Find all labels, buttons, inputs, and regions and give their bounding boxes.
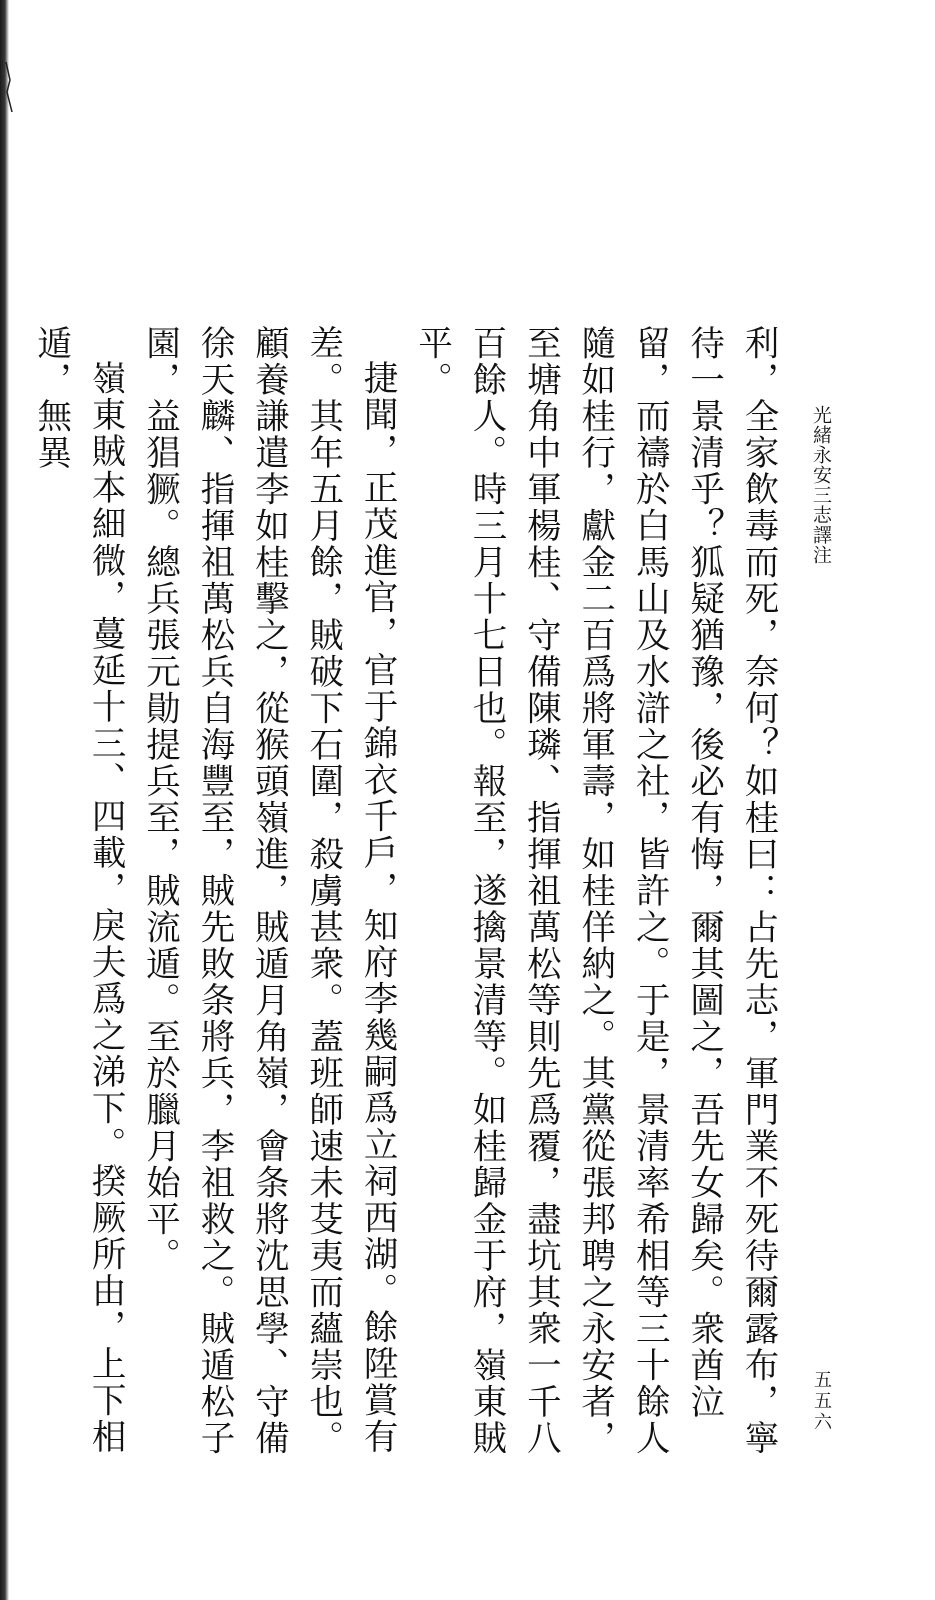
body-text [30,325,785,1465]
paragraph-2: 捷聞，正茂進官，官于錦衣千戶，知府李幾嗣爲立祠西湖。餘陞賞有差。其年五月餘，賊破下石圍，殺虜甚衆。蓋班師速未芟夷而蘊崇也。顧養謙遣李如桂擊之，從猴頭嶺進，賊遁月角嶺，會条將沈思學、守備徐天麟、指揮祖萬松兵自海豐至，賊先敗条將兵，李祖救之。賊遁松子園，益猖獗。總兵張元勛提兵至，賊流遁。至於臘月始平。 [139,325,398,1457]
scan-mark-icon [4,62,14,112]
paragraph-1: 利，全家飲毒而死，奈何？如桂曰：占先志，軍門業不死待爾露布，寧待一景清乎？狐疑猶豫，後必有悔，爾其圖之，吾先女歸矣。衆酋泣留，而禱於白馬山及水滸之社，皆許之。于是，景清率希相等三十餘人隨如桂行，獻金二百爲將軍壽，如桂佯納之。其黨從張邦聘之永安者，至塘角中軍楊桂、守備陳璘、指揮祖萬松等則先爲覆，盡坑其衆一千八百餘人。時三月十七日也。報至，遂擒景清等。如桂歸金于府，嶺東賊平。 [411,325,778,1457]
running-title: 光緒永安三志譯注 [810,405,832,565]
scan-edge [0,0,9,1600]
paragraph-3: 嶺東賊本細微，蔓延十三、四載，戾夫爲之涕下。揆厥所由，上下相遁，無異 [30,325,126,1455]
page-number: 五五六 [811,1370,832,1433]
